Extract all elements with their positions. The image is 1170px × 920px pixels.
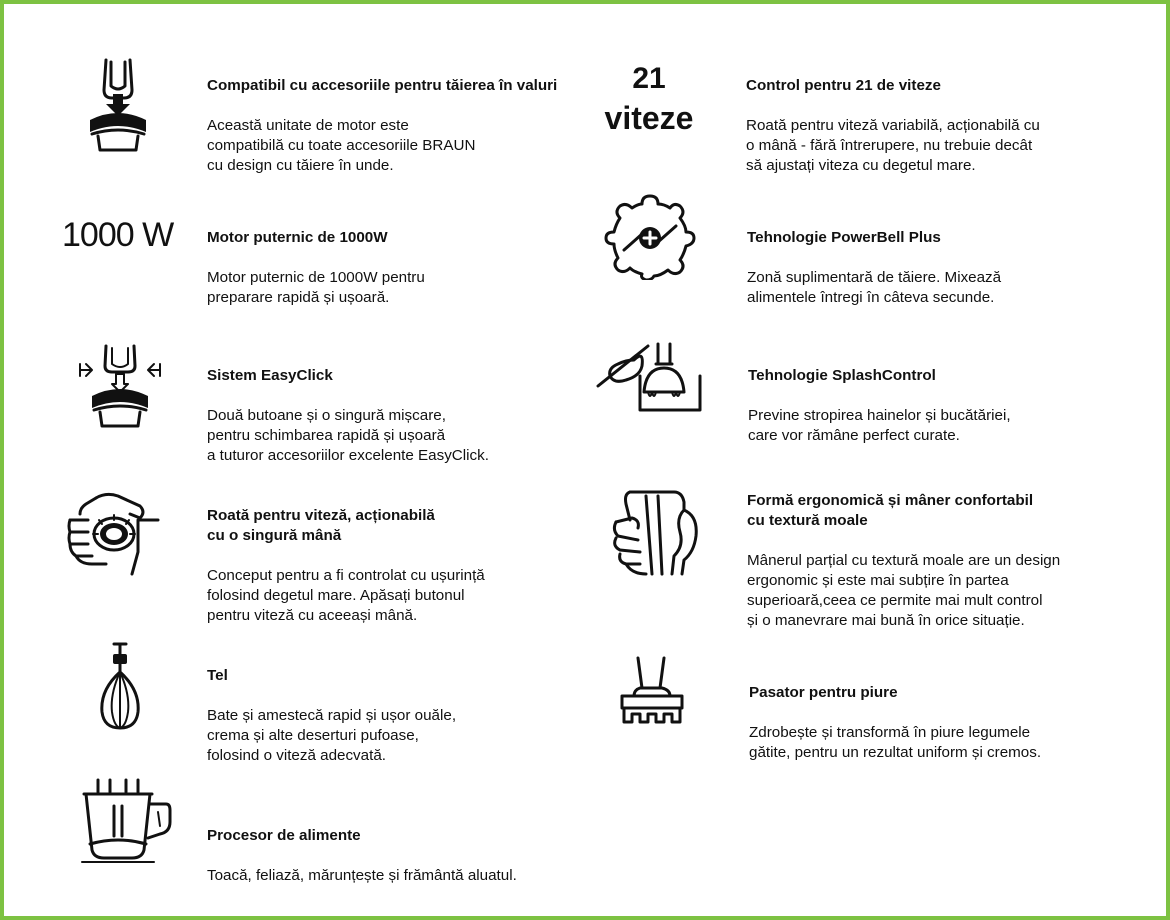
feature-description: Mânerul parțial cu textură moale are un design ergonomic și este mai subțire în partea superioară,ceea ce permite mai mult control și o manevrare mai bună în orice situație. [747,552,1061,629]
feature-splashcontrol [748,346,1148,466]
feature-21-speeds [746,56,1146,196]
speeds-21-number: 21 [632,62,666,95]
feature-description: Toacă, feliază, mărunțește și frământă aluatul. [207,867,517,884]
feature-description: Bate și amestecă rapid și ușor ouăle, crema și alte deserturi pufoase, folosind o viteză adecvată. [207,707,457,764]
food-processor-icon [80,776,172,864]
feature-food-processor [207,806,587,906]
feature-wave-cut [207,56,597,196]
feature-whisk [207,646,587,786]
speeds-21-label: viteze [604,100,694,136]
feature-description: Zonă suplimentară de tăiere. Mixează alimentele întregi în câteva secunde. [747,269,1002,306]
feature-powerbell [747,208,1147,328]
feature-title: Formă ergonomică și mâner confortabil cu textură moale [747,492,1034,529]
feature-easyclick [207,346,587,486]
splashcontrol-icon [596,340,704,416]
feature-description: Motor puternic de 1000W pentru preparare rapidă și ușoară. [207,269,425,306]
feature-title: Tehnologie PowerBell Plus [747,229,941,246]
ergonomic-grip-icon [610,486,702,578]
feature-title: Control pentru 21 de viteze [746,77,941,94]
wave-cut-attachment-icon [80,58,156,154]
whisk-icon [98,640,142,732]
feature-description: Conceput pentru a fi controlat cu ușurință folosind degetul mare. Apăsați butonul pentru viteză cu aceeași mână. [207,567,485,624]
powerbell-icon [602,192,698,280]
feature-title: Roată pentru viteză, acționabilă cu o singură mână [207,507,435,544]
feature-motor [207,208,587,328]
feature-title: Pasator pentru piure [749,684,898,701]
feature-description: Previne stropirea hainelor și bucătăriei, care vor rămâne perfect curate. [748,407,1011,444]
feature-description: Zdrobește și transformă în piure legumele gătite, pentru un rezultat uniform și cremos. [749,724,1042,761]
feature-description: Două butoane și o singură mișcare, pentru schimbarea rapidă și ușoară a tuturor accesoriilor excelente EasyClick. [207,407,489,464]
feature-title: Tehnologie SplashControl [748,367,936,384]
feature-speed-wheel [207,486,587,646]
feature-title: Tel [207,667,228,684]
hand-speed-wheel-icon [66,490,162,576]
masher-icon [616,654,688,728]
power-1000w-icon: 1000 W [62,216,174,254]
feature-title: Procesor de alimente [207,827,361,844]
feature-description: Această unitate de motor este compatibilă cu toate accesoriile BRAUN cu design cu tăiere în unde. [207,117,476,174]
easyclick-icon [78,344,162,430]
feature-ergonomic [747,471,1147,651]
feature-description: Roată pentru viteză variabilă, acționabilă cu o mână - fără întrerupere, nu trebuie decât să ajustați viteza cu degetul mare. [746,117,1040,174]
feature-title: Sistem EasyClick [207,367,333,384]
feature-title: Compatibil cu accesoriile pentru tăierea în valuri [207,77,558,94]
feature-masher [749,663,1149,783]
feature-title: Motor puternic de 1000W [207,229,388,246]
